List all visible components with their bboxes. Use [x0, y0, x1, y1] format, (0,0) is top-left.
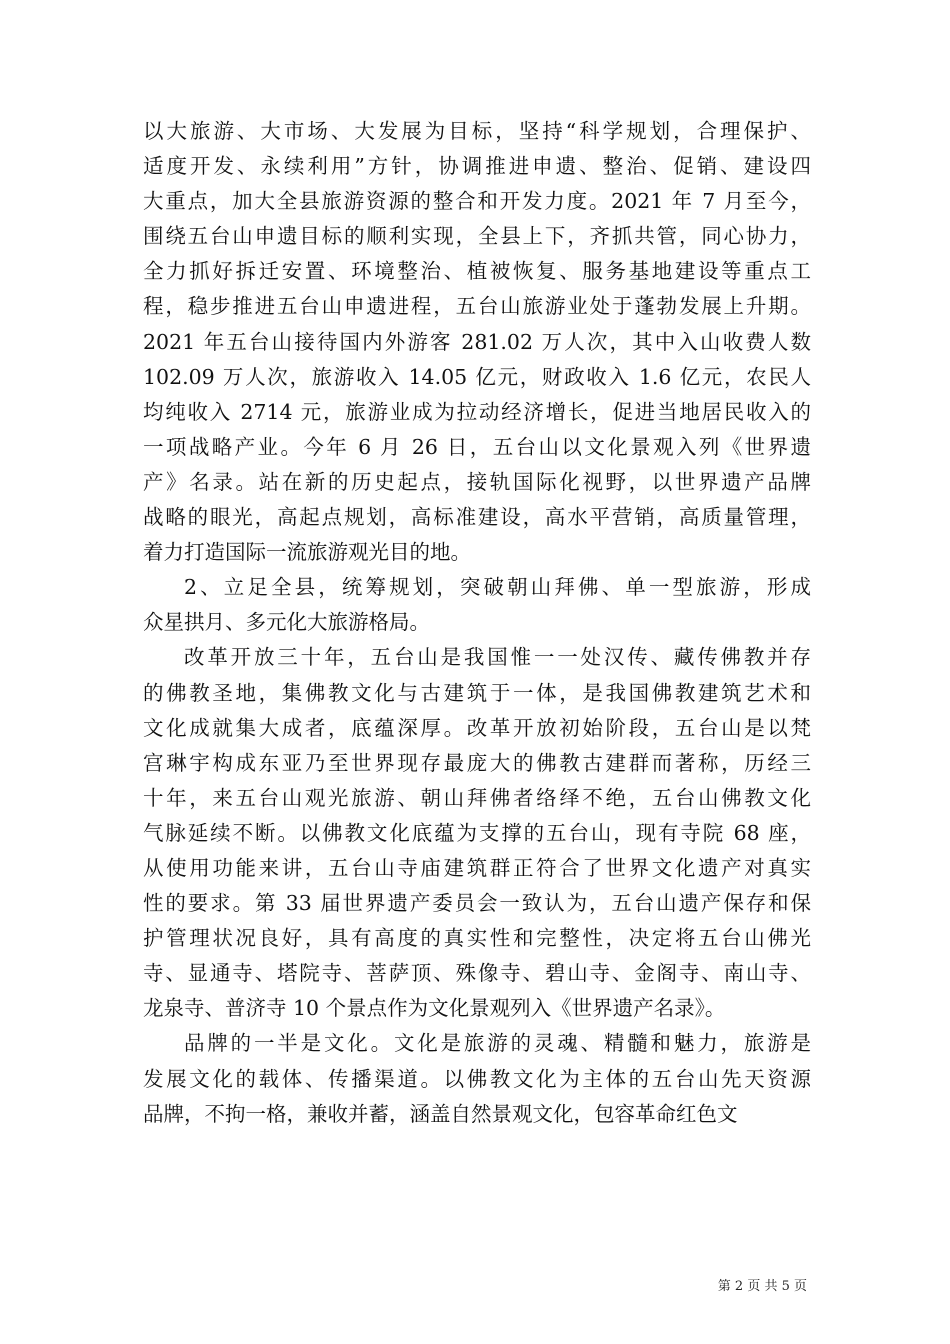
text-line: 宫琳宇构成东亚乃至世界现存最庞大的佛教古建群而著称，历经三 [143, 750, 811, 775]
page-number: 第 2 页 共 5 页 [717, 1279, 807, 1294]
text-line: 产》名录。站在新的历史起点，接轨国际化视野，以世界遗产品牌 [143, 469, 811, 494]
paragraph [143, 114, 811, 570]
text-line: 着力打造国际一流旅游观光目的地。 [143, 540, 471, 565]
text-line: 程，稳步推进五台山申遗进程，五台山旅游业处于蓬勃发展上升期。 [143, 294, 811, 319]
text-line: 一项战略产业。今年 6 月 26 日，五台山以文化景观入列《世界遗 [143, 434, 811, 459]
text-line: 发展文化的载体、传播渠道。以佛教文化为主体的五台山先天资源 [143, 1066, 811, 1091]
paragraph [143, 1026, 811, 1131]
text-line: 品牌的一半是文化。文化是旅游的灵魂、精髓和魅力，旅游是 [184, 1031, 811, 1056]
text-line: 2、立足全县，统筹规划，突破朝山拜佛、单一型旅游，形成 [184, 575, 811, 600]
text-line: 文化成就集大成者，底蕴深厚。改革开放初始阶段，五台山是以梵 [143, 715, 811, 740]
text-line: 品牌，不拘一格，兼收并蓄，涵盖自然景观文化，包容革命红色文 [143, 1101, 738, 1126]
text-line: 寺、显通寺、塔院寺、菩萨顶、殊像寺、碧山寺、金阁寺、南山寺、 [143, 961, 811, 986]
text-line: 102.09 万人次，旅游收入 14.05 亿元，财政收入 1.6 亿元，农民人 [143, 364, 811, 389]
text-line: 改革开放三十年，五台山是我国惟一一处汉传、藏传佛教并存 [184, 645, 811, 670]
text-line: 性的要求。第 33 届世界遗产委员会一致认为，五台山遗产保存和保 [143, 891, 811, 916]
text-line: 十年，来五台山观光旅游、朝山拜佛者络绎不绝，五台山佛教文化 [143, 785, 811, 810]
text-line: 大重点，加大全县旅游资源的整合和开发力度。2021 年 7 月至今， [143, 189, 811, 214]
text-line: 适度开发、永续利用”方针，协调推进申遗、整治、促销、建设四 [143, 154, 811, 179]
paragraph-container [143, 114, 811, 1132]
text-line: 以大旅游、大市场、大发展为目标，坚持“科学规划，合理保护、 [143, 119, 811, 143]
text-line: 从使用功能来讲，五台山寺庙建筑群正符合了世界文化遗产对真实 [143, 855, 811, 880]
text-line: 2021 年五台山接待国内外游客 281.02 万人次，其中入山收费人数 [143, 329, 811, 354]
paragraph [143, 640, 811, 1026]
document-body [143, 114, 811, 1132]
text-line: 战略的眼光，高起点规划，高标准建设，高水平营销，高质量管理， [143, 505, 811, 530]
text-line: 众星拱月、多元化大旅游格局。 [143, 610, 430, 635]
paragraph [143, 570, 811, 640]
text-line: 龙泉寺、普济寺 10 个景点作为文化景观列入《世界遗产名录》。 [143, 996, 726, 1021]
text-line: 气脉延续不断。以佛教文化底蕴为支撑的五台山，现有寺院 68 座， [143, 820, 811, 845]
text-line: 均纯收入 2714 元，旅游业成为拉动经济增长，促进当地居民收入的 [143, 399, 811, 424]
text-line: 全力抓好拆迁安置、环境整治、植被恢复、服务基地建设等重点工 [143, 259, 811, 284]
text-line: 护管理状况良好，具有高度的真实性和完整性，决定将五台山佛光 [143, 926, 811, 951]
text-line: 的佛教圣地，集佛教文化与古建筑于一体，是我国佛教建筑艺术和 [143, 680, 811, 705]
text-line: 围绕五台山申遗目标的顺利实现，全县上下，齐抓共管，同心协力， [143, 224, 811, 249]
